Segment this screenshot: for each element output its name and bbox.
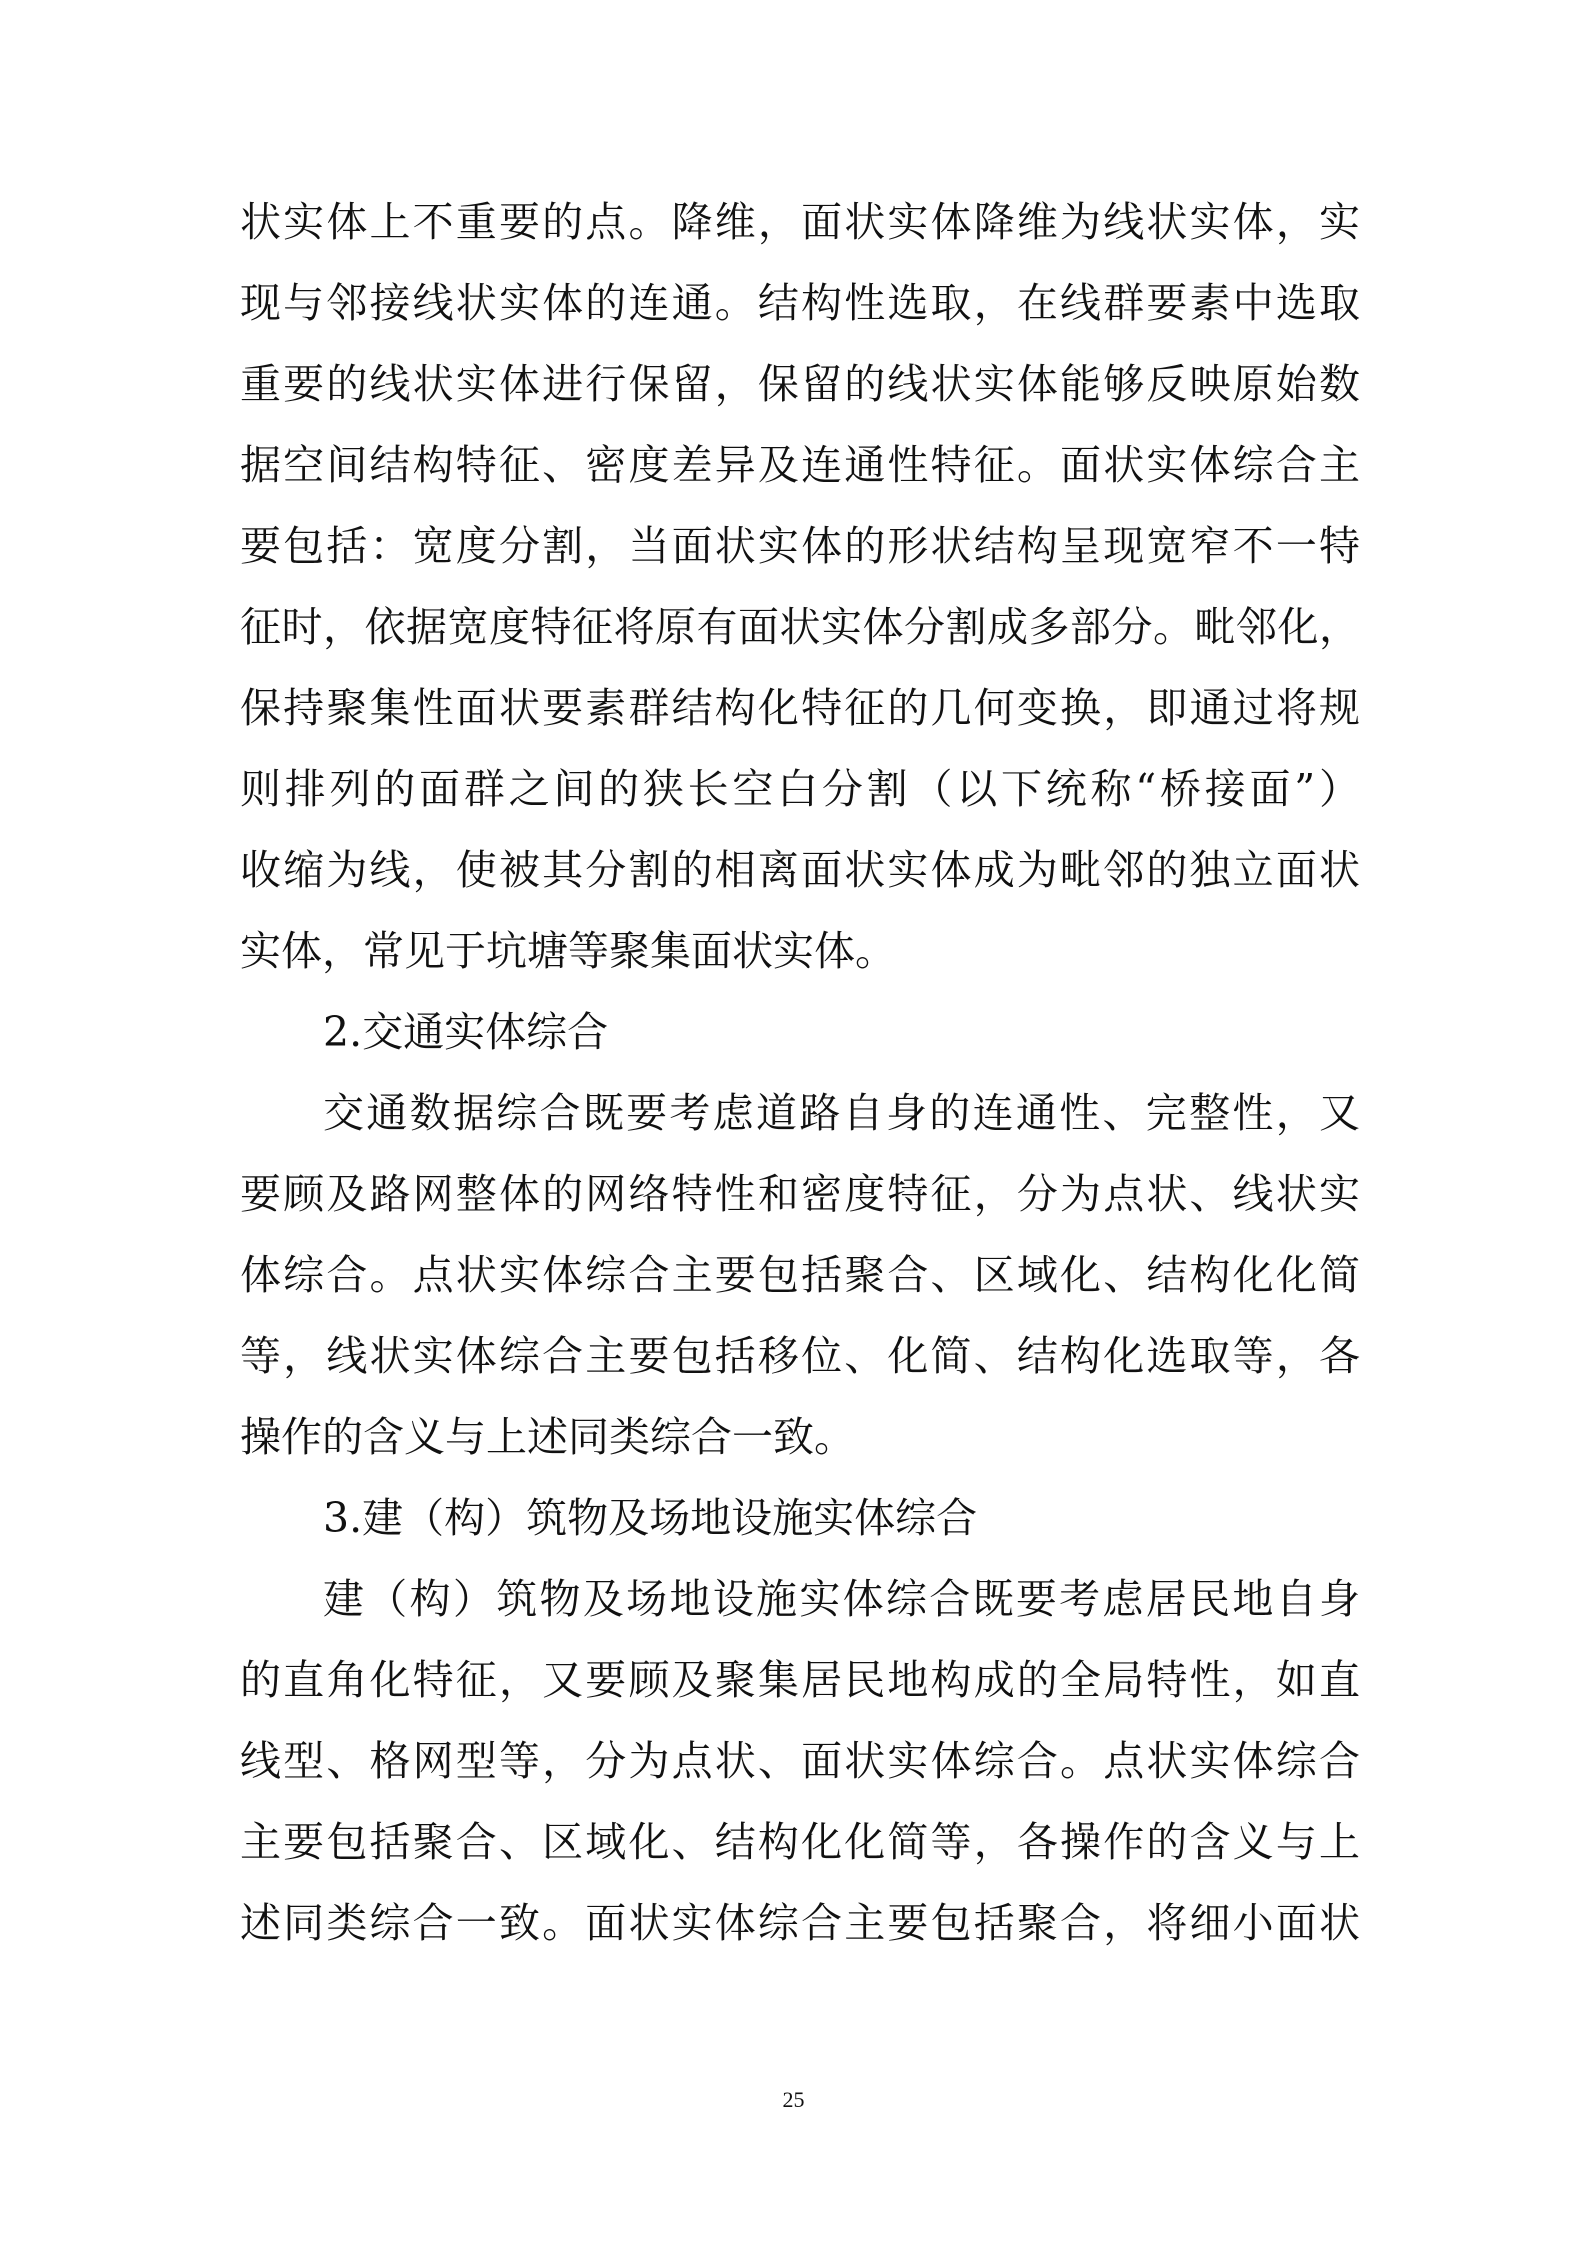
text-line-10: 实体，常见于坑塘等聚集面状实体。 <box>240 927 896 975</box>
text-line-8: 则排列的面群之间的狭长空白分割（以下统称“桥接面”） <box>240 765 1360 813</box>
section-heading-buildings: 3.建（构）筑物及场地设施实体综合 <box>323 1494 978 1542</box>
text-line-9: 收缩为线，使被其分割的相离面状实体成为毗邻的独立面状 <box>240 846 1360 894</box>
text-line-16: 操作的含义与上述同类综合一致。 <box>240 1413 855 1461</box>
page-number: 25 <box>782 2087 805 2112</box>
text-line-22: 述同类综合一致。面状实体综合主要包括聚合，将细小面状 <box>240 1899 1360 1947</box>
section-heading-traffic: 2.交通实体综合 <box>323 1008 609 1056</box>
text-line-15: 等，线状实体综合主要包括移位、化简、结构化选取等，各 <box>240 1332 1360 1380</box>
text-line-18: 建（构）筑物及场地设施实体综合既要考虑居民地自身 <box>323 1575 1360 1623</box>
text-line-5: 要包括：宽度分割，当面状实体的形状结构呈现宽窄不一特 <box>240 522 1360 570</box>
text-line-12: 交通数据综合既要考虑道路自身的连通性、完整性，又 <box>323 1089 1360 1137</box>
text-line-1: 状实体上不重要的点。降维，面状实体降维为线状实体，实 <box>240 198 1360 246</box>
text-line-21: 主要包括聚合、区域化、结构化化简等，各操作的含义与上 <box>240 1818 1360 1866</box>
text-line-20: 线型、格网型等，分为点状、面状实体综合。点状实体综合 <box>240 1737 1360 1785</box>
text-line-4: 据空间结构特征、密度差异及连通性特征。面状实体综合主 <box>240 441 1360 489</box>
text-line-7: 保持聚集性面状要素群结构化特征的几何变换，即通过将规 <box>240 684 1360 732</box>
text-line-2: 现与邻接线状实体的连通。结构性选取，在线群要素中选取 <box>240 279 1360 327</box>
text-line-14: 体综合。点状实体综合主要包括聚合、区域化、结构化化简 <box>240 1251 1360 1299</box>
text-line-3: 重要的线状实体进行保留，保留的线状实体能够反映原始数 <box>240 360 1360 408</box>
text-line-19: 的直角化特征，又要顾及聚集居民地构成的全局特性，如直 <box>240 1656 1360 1704</box>
text-line-6: 征时，依据宽度特征将原有面状实体分割成多部分。毗邻化， <box>240 603 1360 651</box>
text-line-13: 要顾及路网整体的网络特性和密度特征，分为点状、线状实 <box>240 1170 1360 1218</box>
